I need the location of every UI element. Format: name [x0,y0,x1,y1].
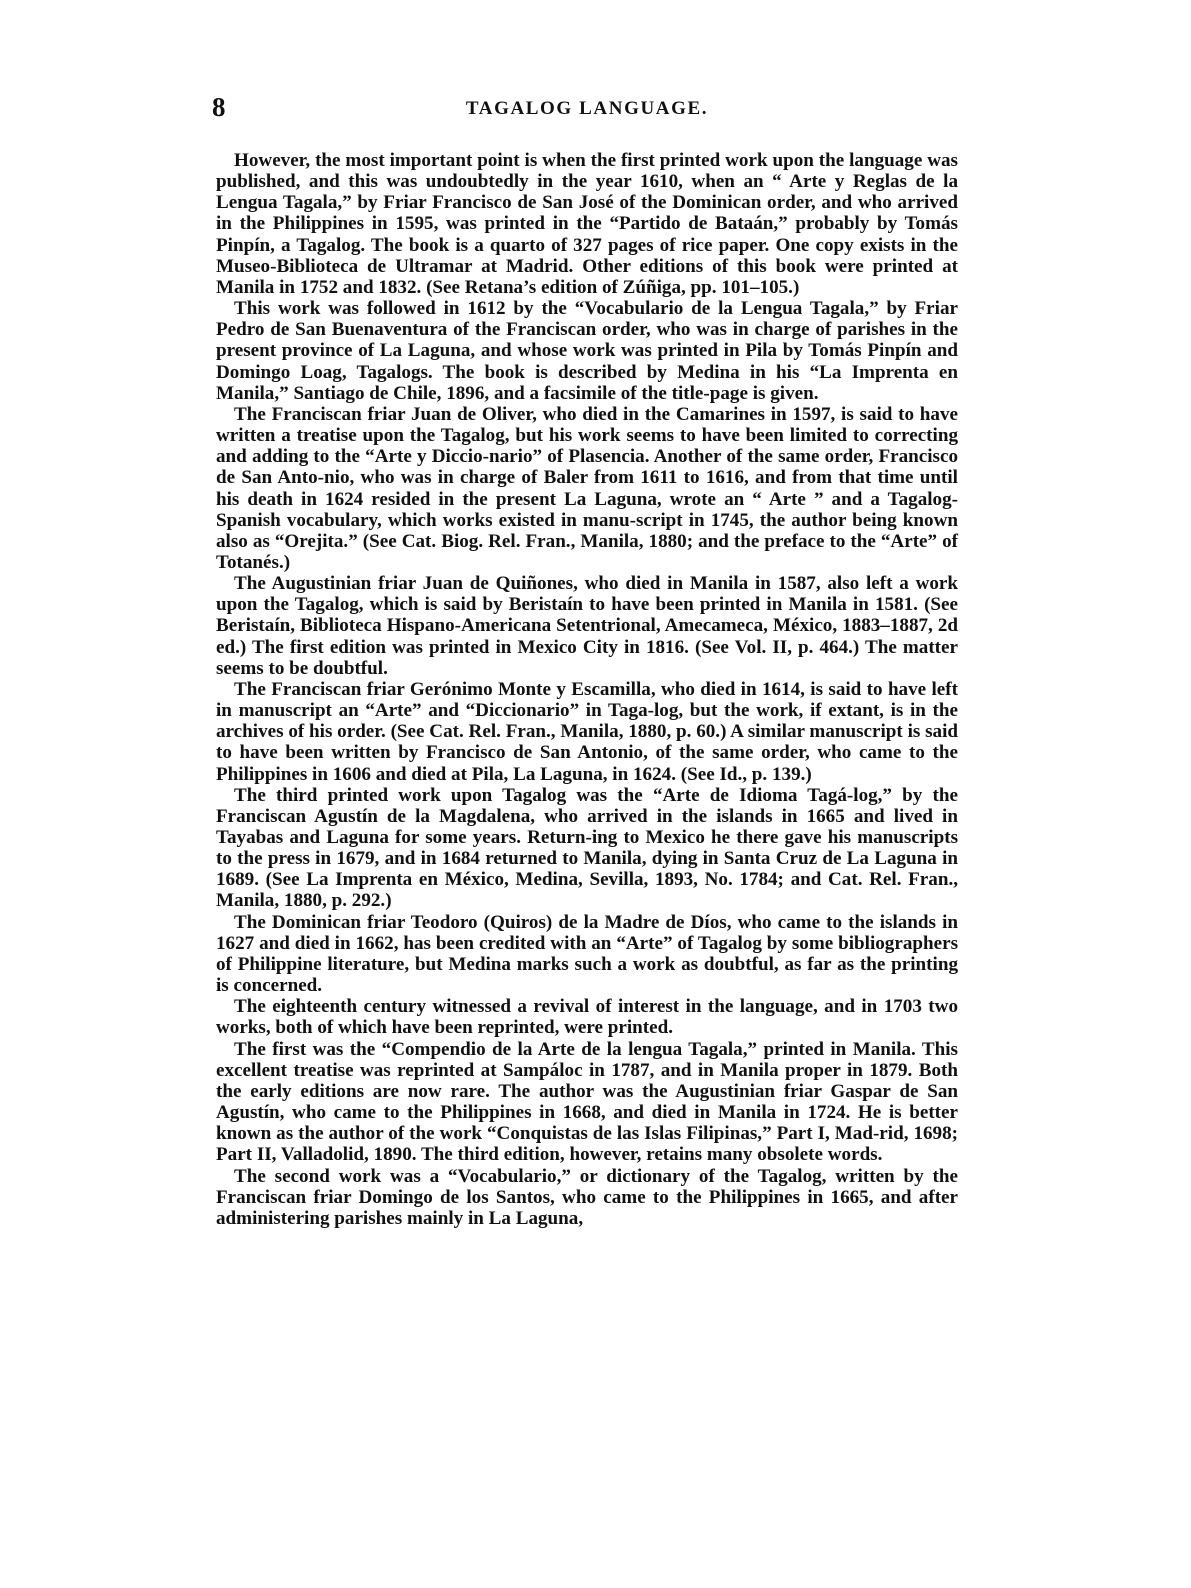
paragraph-compendio: The first was the “Compendio de la Arte de la lengua Tagala,” printed in Manila. This excellent treatise was reprinted at Sampáloc in 1787, and in Manila proper in 1879. Both the early editions are now rare. The author was the Augustinian friar Gaspar de San Agustín, who came to the Philippines in 1668, and died in Manila in 1724. He is better known as the author of the work “Conquistas de las Islas Filipinas,” Part I, Mad-rid, 1698; Part II, Valladolid, 1890. The third edition, however, retains many obsolete words. [216,1038,958,1166]
paragraph-vocabulario-1612: This work was followed in 1612 by the “Vocabulario de la Lengua Tagala,” by Friar Pedro de San Buenaventura of the Franciscan order, who was in charge of parishes in the present province of La Laguna, and whose work was printed in Pila by Tomás Pinpín and Domingo Loag, Tagalogs. The book is described by Medina in his “La Imprenta en Manila,” Santiago de Chile, 1896, and a facsimile of the title-page is given. [216,298,958,404]
paragraph-third-printed-work: The third printed work upon Tagalog was the “Arte de Idioma Tagá-log,” by the Franciscan Agustín de la Magdalena, who arrived in the islands in 1665 and lived in Tayabas and Laguna for some years. Return-ing to Mexico he there gave his manuscripts to the press in 1679, and in 1684 returned to Manila, dying in Santa Cruz de La Laguna in 1689. (See La Imprenta en México, Medina, Sevilla, 1893, No. 1784; and Cat. Rel. Fran., Manila, 1880, p. 292.) [216,784,958,912]
paragraph-eighteenth-century: The eighteenth century witnessed a revival of interest in the language, and in 1703 two works, both of which have been reprinted, were printed. [216,996,958,1039]
paragraph-first-printed-work: However, the most important point is when the first printed work upon the language was published, and this was undoubtedly in the year 1610, when an “ Arte y Reglas de la Lengua Tagala,” by Friar Francisco de San José of the Dominican order, and who arrived in the Philippines in 1595, was printed in the “Partido de Bataán,” probably by Tomás Pinpín, a Tagalog. The book is a quarto of 327 pages of rice paper. One copy exists in the Museo-Biblioteca de Ultramar at Madrid. Other editions of this book were printed at Manila in 1752 and 1832. (See Retana’s edition of Zúñiga, pp. 101–105.) [216,150,958,298]
page-header [212,92,962,126]
running-title: TAGALOG LANGUAGE. [465,98,709,119]
paragraph-juan-de-quinones: The Augustinian friar Juan de Quiñones, who died in Manila in 1587, also left a work upon the Tagalog, which is said by Beristaín to have been printed in Manila in 1581. (See Beristaín, Biblioteca Hispano-Americana Setentrional, Amecameca, México, 1883–1887, 2d ed.) The first edition was printed in Mexico City in 1816. (See Vol. II, p. 464.) The matter seems to be doubtful. [216,573,958,679]
paragraph-second-vocabulario: The second work was a “Vocabulario,” or dictionary of the Tagalog, written by the Franciscan friar Domingo de los Santos, who came to the Philippines in 1665, and after administering parishes mainly in La Laguna, [216,1165,958,1229]
paragraph-geronimo-monte: The Franciscan friar Gerónimo Monte y Escamilla, who died in 1614, is said to have left in manuscript an “Arte” and “Diccionario” in Taga-log, but the work, if extant, is in the archives of his order. (See Cat. Rel. Fran., Manila, 1880, p. 60.) A similar manuscript is said to have been written by Francisco de San Antonio, of the same order, who came to the Philippines in 1606 and died at Pila, La Laguna, in 1624. (See Id., p. 139.) [216,678,958,785]
body-text [216,150,958,1229]
paragraph-teodoro-quiros: The Dominican friar Teodoro (Quiros) de la Madre de Díos, who came to the islands in 1627 and died in 1662, has been credited with an “Arte” of Tagalog by some bibliographers of Philippine literature, but Medina marks such a work as doubtful, as far as the printing is concerned. [216,911,958,997]
page-number: 8 [212,92,226,122]
paragraph-juan-de-oliver: The Franciscan friar Juan de Oliver, who died in the Camarines in 1597, is said to have written a treatise upon the Tagalog, but his work seems to have been limited to correcting and adding to the “Arte y Diccio-nario” of Plasencia. Another of the same order, Francisco de San Anto-nio, who was in charge of Baler from 1611 to 1616, and from that time until his death in 1624 resided in the present La Laguna, wrote an “ Arte ” and a Tagalog-Spanish vocabulary, which works existed in manu-script in 1745, the author being known also as “Orejita.” (See Cat. Biog. Rel. Fran., Manila, 1880; and the preface to the “Arte” of Totanés.) [216,403,958,573]
